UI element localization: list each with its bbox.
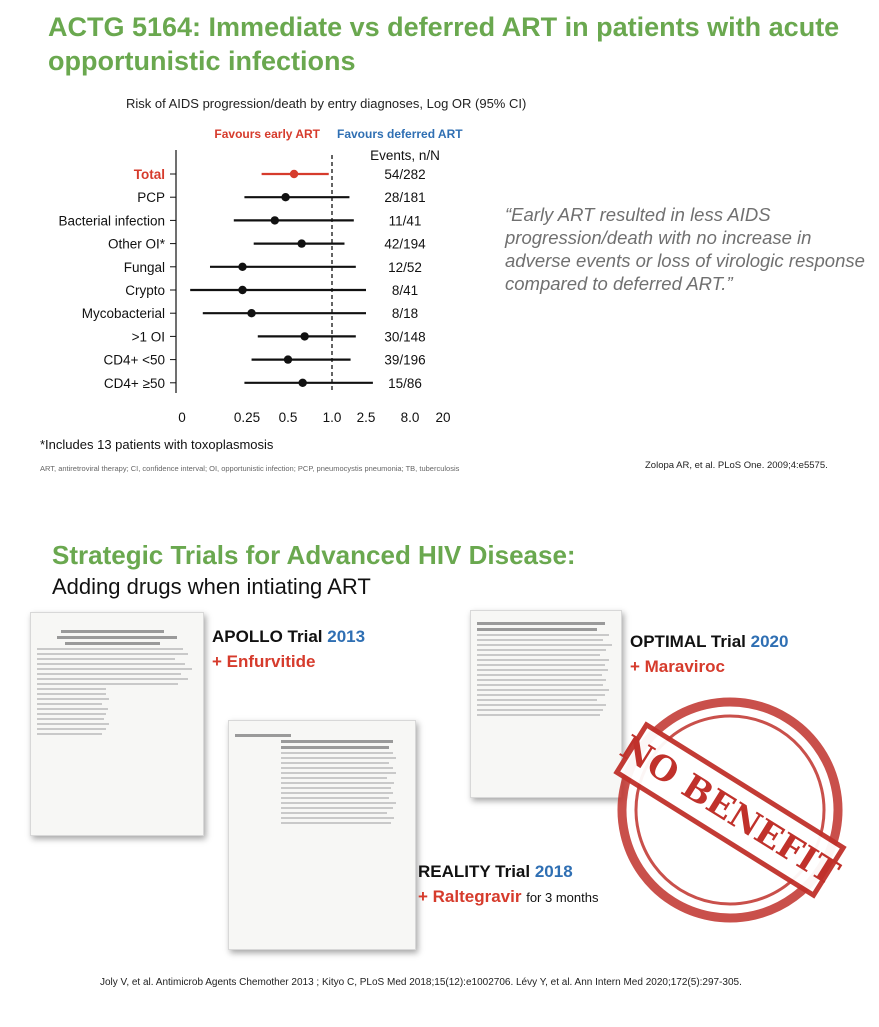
x-tick-label: 1.0 bbox=[322, 410, 342, 425]
events-value: 12/52 bbox=[388, 259, 422, 275]
row-label: CD4+ <50 bbox=[103, 352, 165, 368]
point-estimate bbox=[271, 216, 279, 224]
events-value: 42/194 bbox=[384, 236, 426, 252]
point-estimate bbox=[247, 309, 255, 317]
point-estimate bbox=[238, 263, 246, 271]
reality-paper-thumbnail bbox=[228, 720, 416, 950]
apollo-trial-year: 2013 bbox=[327, 627, 366, 646]
reality-trial-label bbox=[418, 862, 573, 882]
optimal-drug: + Maraviroc bbox=[630, 657, 725, 676]
x-tick-label: 0 bbox=[178, 410, 186, 425]
slide1-title: ACTG 5164: Immediate vs deferred ART in patients with acute opportunistic infections bbox=[48, 12, 840, 76]
x-tick-label: 2.5 bbox=[356, 410, 376, 425]
point-estimate bbox=[297, 239, 305, 247]
forest-rows bbox=[58, 167, 426, 391]
optimal-trial-year: 2020 bbox=[750, 632, 789, 651]
row-label: PCP bbox=[137, 190, 165, 206]
reality-drug-line bbox=[418, 887, 598, 907]
events-value: 15/86 bbox=[388, 375, 422, 391]
row-label: Other OI* bbox=[107, 236, 165, 252]
slide2-title: Strategic Trials for Advanced HIV Disease: bbox=[52, 540, 576, 570]
chart-subtitle: Risk of AIDS progression/death by entry diagnoses, Log OR (95% CI) bbox=[126, 96, 527, 111]
events-value: 8/41 bbox=[391, 283, 419, 298]
x-tick-label: 8.0 bbox=[400, 410, 420, 425]
events-value: 8/18 bbox=[391, 306, 419, 322]
slide2-subtitle: Adding drugs when intiating ART bbox=[52, 574, 371, 599]
row-label: >1 OI bbox=[131, 329, 165, 345]
forest-plot bbox=[0, 110, 480, 435]
point-estimate bbox=[300, 332, 308, 340]
favours-deferred-label: Favours deferred ART bbox=[337, 127, 463, 141]
events-header: Events, n/N bbox=[370, 148, 440, 163]
reality-trial-year: 2018 bbox=[534, 862, 573, 881]
abbreviations: ART, antiretroviral therapy; CI, confidence interval; OI, opportunistic infection; PCP, pneumocystis pneumonia; TB, tuberculosis bbox=[40, 464, 460, 473]
reality-drug: + Raltegravir bbox=[418, 887, 522, 906]
x-tick-label: 0.5 bbox=[278, 410, 298, 425]
point-estimate bbox=[290, 170, 298, 178]
citation-zolopa: Zolopa AR, et al. PLoS One. 2009;4:e5575. bbox=[645, 460, 828, 471]
apollo-paper-thumbnail bbox=[30, 612, 204, 836]
point-estimate bbox=[298, 379, 306, 387]
events-value: 39/196 bbox=[384, 352, 426, 368]
no-benefit-stamp bbox=[610, 690, 850, 930]
row-label: CD4+ ≥50 bbox=[103, 375, 165, 391]
point-estimate bbox=[238, 286, 246, 294]
apollo-trial-label bbox=[212, 627, 365, 647]
row-label: Mycobacterial bbox=[81, 306, 165, 322]
optimal-trial-label bbox=[630, 632, 788, 652]
apollo-drug: + Enfurvitide bbox=[212, 652, 316, 671]
reality-trial-name: REALITY Trial bbox=[418, 862, 531, 881]
apollo-trial-name: APOLLO Trial bbox=[212, 627, 323, 646]
reality-duration: for 3 months bbox=[526, 890, 599, 905]
row-label: Fungal bbox=[123, 259, 165, 275]
point-estimate bbox=[281, 193, 289, 201]
events-value: 54/282 bbox=[384, 167, 426, 182]
events-value: 30/148 bbox=[384, 329, 426, 345]
stamp-text: NO BENEFIT bbox=[613, 727, 846, 894]
quote-text: “Early ART resulted in less AIDS progression/death with no increase in adverse events or loss of virologic response compared to deferred ART.” bbox=[505, 204, 865, 294]
citation-trials: Joly V, et al. Antimicrob Agents Chemother 2013 ; Kityo C, PLoS Med 2018;15(12):e1002706. Lévy Y, et al. Ann Intern Med 2020;172(5):297-305. bbox=[100, 977, 742, 988]
row-label: Crypto bbox=[125, 283, 165, 298]
row-label: Bacterial infection bbox=[58, 213, 165, 229]
row-label: Total bbox=[133, 167, 165, 182]
optimal-trial-name: OPTIMAL Trial bbox=[630, 632, 746, 651]
favours-early-label: Favours early ART bbox=[214, 127, 320, 141]
x-tick-label: 0.25 bbox=[233, 410, 261, 425]
point-estimate bbox=[284, 355, 292, 363]
footnote: *Includes 13 patients with toxoplasmosis bbox=[40, 437, 274, 452]
events-value: 28/181 bbox=[384, 190, 426, 206]
optimal-paper-thumbnail bbox=[470, 610, 622, 798]
x-tick-label: 20 bbox=[435, 410, 451, 425]
events-value: 11/41 bbox=[388, 213, 422, 229]
